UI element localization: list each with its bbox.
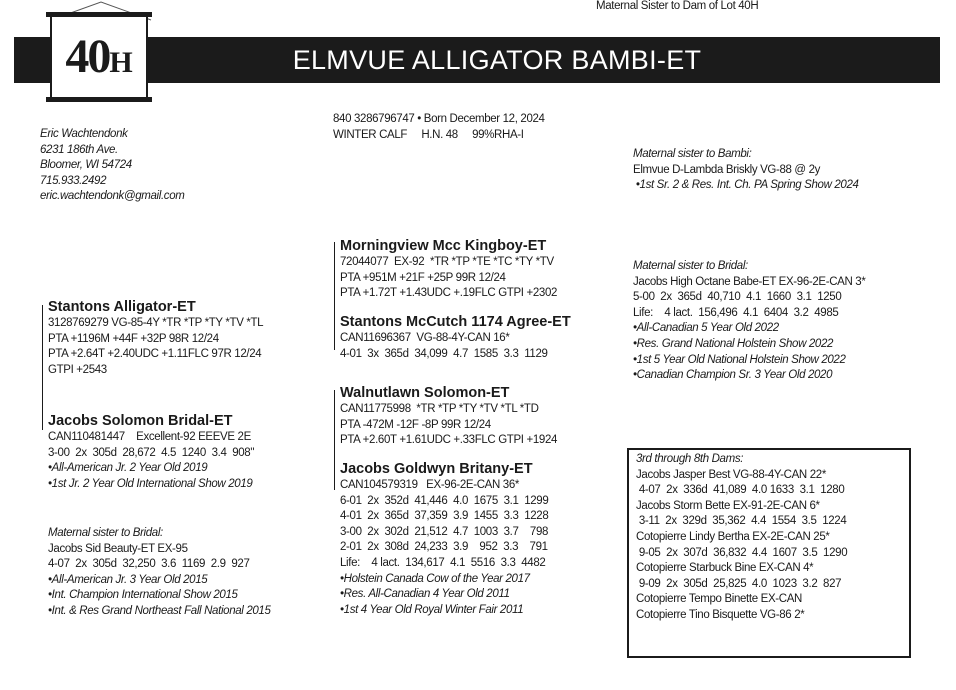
sire-line: 3128769279 VG-85-4Y *TR *TP *TY *TV *TL xyxy=(48,317,264,329)
dam-dam-award: •1st 4 Year Old Royal Winter Fair 2011 xyxy=(340,603,524,616)
dam-line: CAN110481447 Excellent-92 EEEVE 2E xyxy=(48,431,251,443)
sire-sire-line: PTA +951M +21F +25P 99R 12/24 xyxy=(340,271,506,284)
dam-dam-award: •Holstein Canada Cow of the Year 2017 xyxy=(340,572,530,585)
dam-sire-line: PTA +2.60T +1.61UDC +.33FLC GTPI +1924 xyxy=(340,434,558,447)
pedigree-line-sire-sire xyxy=(334,242,335,350)
bridal-sister-award: •Canadian Champion Sr. 3 Year Old 2020 xyxy=(633,369,833,382)
bridal-sister-line: 5-00 2x 365d 40,710 4.1 1660 3.1 1250 xyxy=(633,291,842,304)
lot-number-suffix: H xyxy=(109,46,133,79)
reg-number: 840 3286796747 • Born December 12, 2024 xyxy=(333,113,545,125)
bambi-sister-heading: Maternal sister to Bambi: xyxy=(633,148,752,160)
dam-dam-line: CAN104579319 EX-96-2E-CAN 36* xyxy=(340,479,520,491)
bambi-sister xyxy=(633,147,859,194)
dams-line: 3-11 2x 329d 35,362 4.4 1554 3.5 1224 xyxy=(636,515,847,528)
consignor xyxy=(40,127,184,205)
dam-dam-line: 2-01 2x 308d 24,233 3.9 952 3.3 791 xyxy=(340,541,548,554)
consignor-phone: 715.933.2492 xyxy=(40,174,107,187)
sire-dam-line: CAN11696367 VG-88-4Y-CAN 16* xyxy=(340,332,510,344)
sire-line: PTA +1196M +44F +32P 98R 12/24 xyxy=(48,332,219,345)
dam xyxy=(48,413,254,492)
lot-number-value: 40 xyxy=(65,30,110,83)
bridal-sister-award: •Res. Grand National Holstein Show 2022 xyxy=(633,337,834,350)
dams-line: Cotopierre Lindy Bertha EX-2E-CAN 25* xyxy=(636,530,830,543)
bridal-sister-line: Life: 4 lact. 156,496 4.1 6404 3.2 4985 xyxy=(633,306,839,319)
bridal-sister-award: •All-Canadian 5 Year Old 2022 xyxy=(633,322,779,335)
dam-sire-line: CAN11775998 *TR *TP *TY *TV *TL *TD xyxy=(340,403,539,415)
consignor-name: Eric Wachtendonk xyxy=(40,128,128,140)
bridal-sister-award: •1st 5 Year Old National Holstein Show 2022 xyxy=(633,353,846,366)
dams-line: Jacobs Storm Bette EX-91-2E-CAN 6* xyxy=(636,499,820,512)
dam-dam xyxy=(340,461,548,618)
dam-sister-line: Jacobs Sid Beauty-ET EX-95 xyxy=(48,542,188,555)
dam-sister-line: 4-07 2x 305d 32,250 3.6 1169 2.9 927 xyxy=(48,558,250,571)
sire-line: GTPI +2543 xyxy=(48,363,107,376)
top-note: Maternal Sister to Dam of Lot 40H xyxy=(596,0,759,12)
dam-award: •All-American Jr. 2 Year Old 2019 xyxy=(48,462,208,475)
dams-line: Cotopierre Tino Bisquette VG-86 2* xyxy=(636,608,805,621)
dam-sire xyxy=(340,385,557,449)
dams-line: Jacobs Jasper Best VG-88-4Y-CAN 22* xyxy=(636,468,826,481)
sire-name: Stantons Alligator-ET xyxy=(48,299,196,315)
dam-sister-heading: Maternal sister to Bridal: xyxy=(48,527,163,539)
dams-list xyxy=(636,452,847,624)
dam-sister xyxy=(48,526,271,620)
dam-dam-award: •Res. All-Canadian 4 Year Old 2011 xyxy=(340,588,510,601)
dam-line: 3-00 2x 305d 28,672 4.5 1240 3.4 908" xyxy=(48,446,255,459)
reg-class: WINTER CALF H.N. 48 99%RHA-I xyxy=(333,128,524,141)
dam-sister-award: •Int. Champion International Show 2015 xyxy=(48,589,238,602)
dam-name: Jacobs Solomon Bridal-ET xyxy=(48,413,233,429)
bambi-sister-line: Elmvue D-Lambda Briskly VG-88 @ 2y xyxy=(633,163,821,176)
dam-sister-award: •All-American Jr. 3 Year Old 2015 xyxy=(48,573,208,586)
pedigree-line-sire xyxy=(42,305,43,430)
tag-bottom-rod xyxy=(46,97,152,102)
pedigree-line-dam-sire xyxy=(334,390,335,490)
dams-line: 9-09 2x 305d 25,825 4.0 1023 3.2 827 xyxy=(636,577,842,590)
lot-title: ELMVUE ALLIGATOR BAMBI-ET xyxy=(292,45,702,75)
dams-heading: 3rd through 8th Dams: xyxy=(636,453,744,465)
dam-sister-award: •Int. & Res Grand Northeast Fall National 2015 xyxy=(48,604,271,617)
sire-dam-name: Stantons McCutch 1174 Agree-ET xyxy=(340,314,571,330)
bridal-sister xyxy=(633,259,865,384)
dam-sire-line: PTA -472M -12F -8P 99R 12/24 xyxy=(340,418,491,431)
dam-sire-name: Walnutlawn Solomon-ET xyxy=(340,385,510,401)
dam-dam-name: Jacobs Goldwyn Britany-ET xyxy=(340,461,533,477)
registration xyxy=(333,112,545,143)
bridal-sister-heading: Maternal sister to Bridal: xyxy=(633,260,748,272)
dams-line: Cotopierre Tempo Binette EX-CAN xyxy=(636,593,802,606)
consignor-address: 6231 186th Ave. xyxy=(40,143,118,156)
dams-line: 9-05 2x 307d 36,832 4.4 1607 3.5 1290 xyxy=(636,546,848,559)
dam-dam-line: 4-01 2x 365d 37,359 3.9 1455 3.3 1228 xyxy=(340,510,549,523)
dam-dam-line: 6-01 2x 352d 41,446 4.0 1675 3.1 1299 xyxy=(340,494,549,507)
consignor-email: eric.wachtendonk@gmail.com xyxy=(40,190,185,203)
dams-line: 4-07 2x 336d 41,089 4.0 1633 3.1 1280 xyxy=(636,484,845,497)
sire-sire-line: PTA +1.72T +1.43UDC +.19FLC GTPI +2302 xyxy=(340,287,558,300)
sire-dam-line: 4-01 3x 365d 34,099 4.7 1585 3.3 1129 xyxy=(340,347,548,360)
dam-award: •1st Jr. 2 Year Old International Show 2019 xyxy=(48,477,253,490)
tag-top-rod xyxy=(46,12,152,17)
sire-sire-line: 72044077 EX-92 *TR *TP *TE *TC *TY *TV xyxy=(340,256,554,268)
sire xyxy=(48,299,263,378)
sire-line: PTA +2.64T +2.40UDC +1.11FLC 97R 12/24 xyxy=(48,348,262,361)
sire-dam xyxy=(340,314,571,362)
dam-dam-line: Life: 4 lact. 134,617 4.1 5516 3.3 4482 xyxy=(340,556,546,569)
lot-number xyxy=(50,26,148,94)
bambi-sister-award: •1st Sr. 2 & Res. Int. Ch. PA Spring Show 2024 xyxy=(633,179,859,192)
sire-sire-name: Morningview Mcc Kingboy-ET xyxy=(340,238,547,254)
sire-sire xyxy=(340,238,557,302)
consignor-city: Bloomer, WI 54724 xyxy=(40,159,132,172)
dams-line: Cotopierre Starbuck Bine EX-CAN 4* xyxy=(636,562,814,575)
dam-dam-line: 3-00 2x 302d 21,512 4.7 1003 3.7 798 xyxy=(340,525,549,538)
bridal-sister-line: Jacobs High Octane Babe-ET EX-96-2E-CAN 3* xyxy=(633,275,866,288)
